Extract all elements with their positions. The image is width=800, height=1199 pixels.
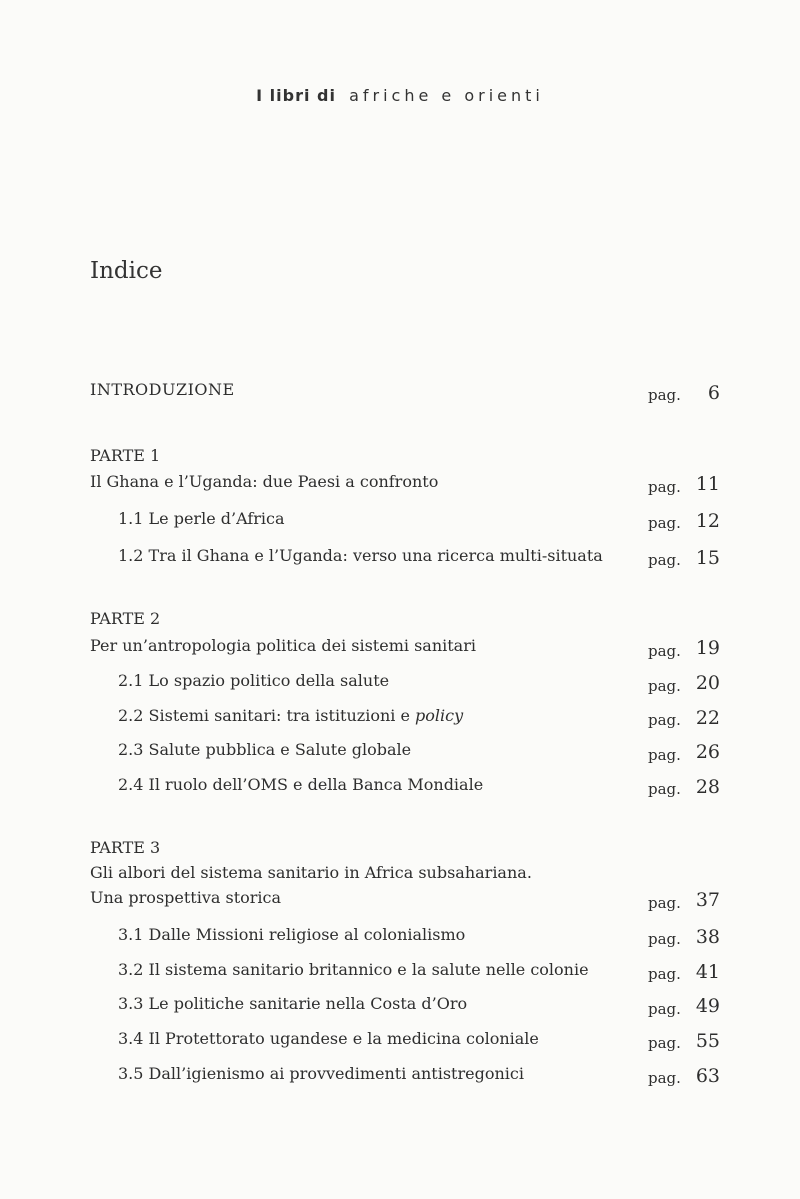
toc-page-number: 63 [695,1065,720,1087]
toc-pag-label: pag. [648,1069,681,1087]
toc-part-title: Gli albori del sistema sanitario in Africa subsahariana. [90,863,532,882]
toc-entry: 3.5 Dall’igienismo ai provvedimenti antistregonici [118,1064,524,1083]
series-header [0,86,800,105]
toc-entry-label: 2.2 Sistemi sanitari: tra istituzioni e [118,706,410,725]
toc-pag-label: pag. [648,930,681,948]
toc-page-number: 6 [707,382,720,404]
toc-pag-label: pag. [648,711,681,729]
toc-page-number: 11 [695,473,720,495]
toc-page-number: 37 [695,889,720,911]
toc-pag-label: pag. [648,386,681,404]
toc-pag-label: pag. [648,1000,681,1018]
toc-page-number: 28 [695,776,720,798]
toc-entry: 2.4 Il ruolo dell’OMS e della Banca Mondiale [118,775,484,794]
toc-pag-label: pag. [648,746,681,764]
toc-page-number: 20 [695,672,720,694]
toc-page-number: 22 [695,707,720,729]
toc-pag-label: pag. [648,642,681,660]
toc-page-number: 26 [695,741,720,763]
toc-part-title: Una prospettiva storica [90,888,282,907]
toc-entry: 3.1 Dalle Missioni religiose al colonialismo [118,925,466,944]
toc-entry: 3.4 Il Protettorato ugandese e la medicina coloniale [118,1029,539,1048]
toc-part-heading: PARTE 1 [90,446,161,465]
toc-pag-label: pag. [648,514,681,532]
toc-part-heading: PARTE 2 [90,609,161,628]
series-label: I libri di [256,86,336,105]
toc-pag-label: pag. [648,551,681,569]
toc-page-number: 55 [695,1030,720,1052]
toc-page-number: 41 [695,961,720,983]
toc-page-number: 38 [695,926,720,948]
toc-page-number: 19 [695,637,720,659]
toc-pag-label: pag. [648,677,681,695]
toc-pag-label: pag. [648,478,681,496]
toc-entry: 3.2 Il sistema sanitario britannico e la salute nelle colonie [118,960,589,979]
toc-entry [118,706,463,725]
toc-part-heading: PARTE 3 [90,838,161,857]
toc-pag-label: pag. [648,894,681,912]
toc-part-title: Per un’antropologia politica dei sistemi sanitari [90,636,476,655]
toc-entry: 1.1 Le perle d’Africa [118,509,285,528]
toc-entry: 1.2 Tra il Ghana e l’Uganda: verso una ricerca multi-situata [118,546,603,565]
toc-entry: 2.1 Lo spazio politico della salute [118,671,390,690]
toc-pag-label: pag. [648,965,681,983]
page-title: Indice [90,258,163,284]
toc-page-number: 49 [695,995,720,1017]
toc-pag-label: pag. [648,780,681,798]
toc-entry: 2.3 Salute pubblica e Salute globale [118,740,412,759]
toc-page-number: 15 [695,547,720,569]
toc-entry-intro: INTRODUZIONE [90,380,235,399]
toc-pag-label: pag. [648,1034,681,1052]
toc-part-title: Il Ghana e l’Uganda: due Paesi a confronto [90,472,439,491]
series-name: afriche e orienti [349,86,544,105]
toc-entry: 3.3 Le politiche sanitarie nella Costa d’Oro [118,994,468,1013]
toc-page-number: 12 [695,510,720,532]
toc-entry-italic: policy [415,706,464,725]
